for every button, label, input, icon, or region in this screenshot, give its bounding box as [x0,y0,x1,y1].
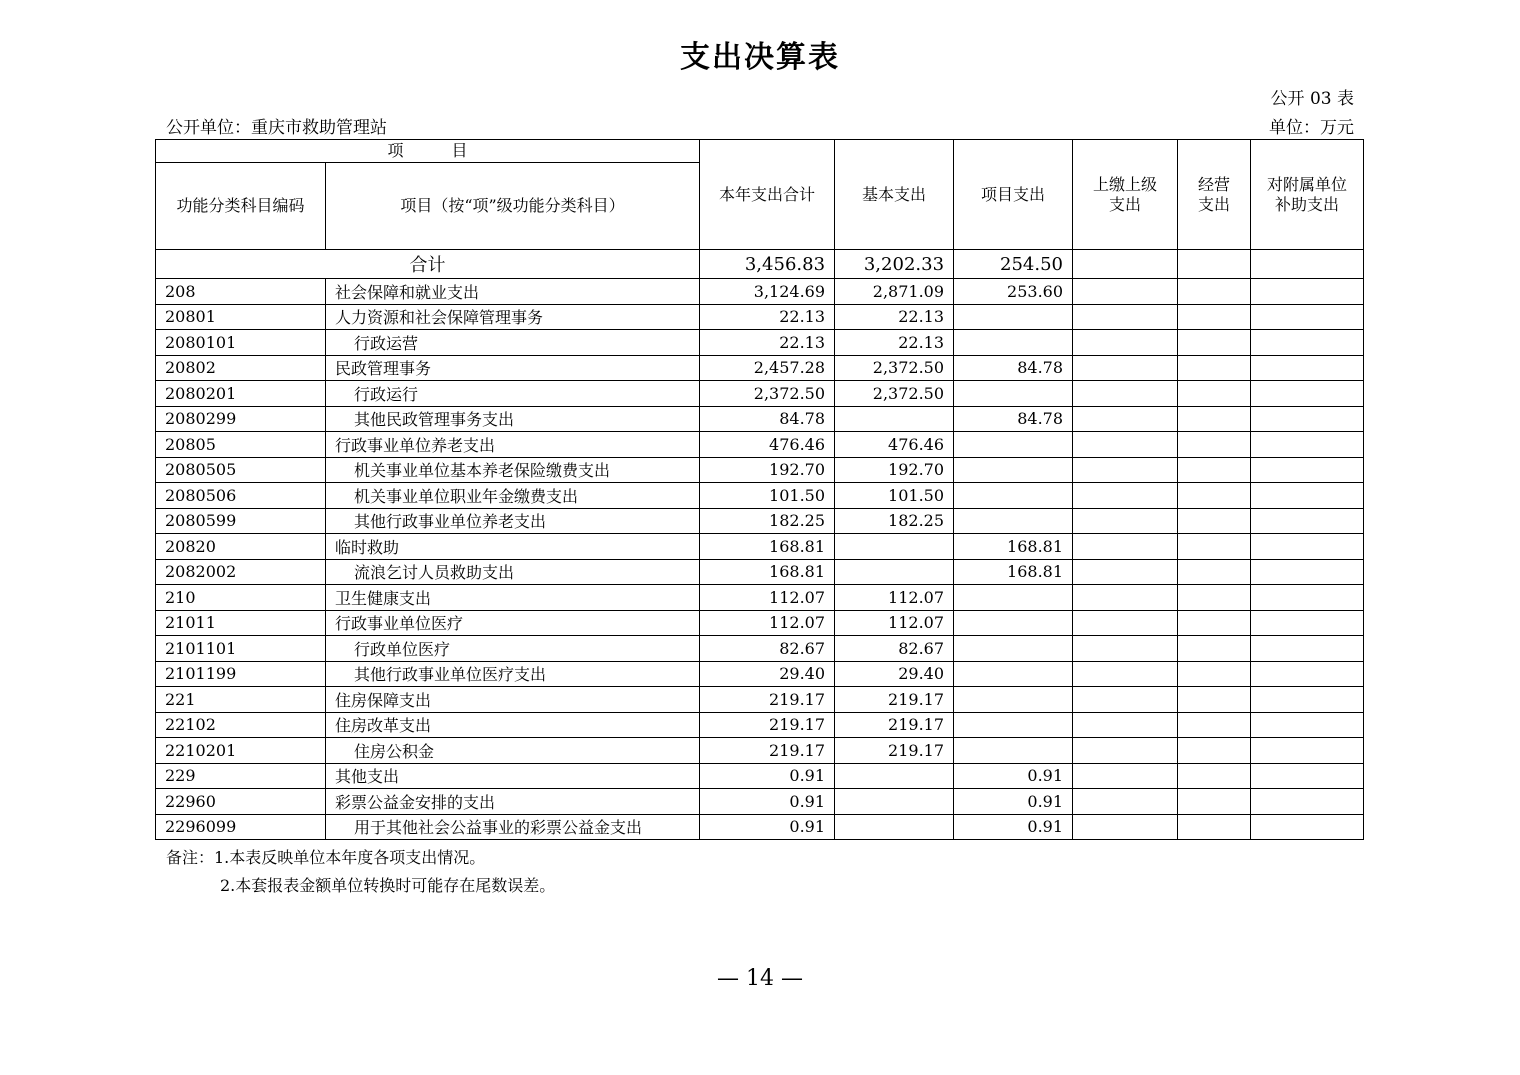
header-business-line2: 支出 [1198,194,1231,214]
cell-basic: 112.07 [835,585,954,611]
cell-code: 221 [156,687,326,713]
cell-project [954,687,1073,713]
header-project-group: 项 目 [156,140,700,163]
cell-project [954,738,1073,764]
expenditure-table [155,139,1364,840]
cell-total: 112.07 [700,585,835,611]
cell-basic: 2,871.09 [835,279,954,305]
cell-total: 84.78 [700,406,835,432]
table-row [156,636,1364,662]
cell-total: 3,124.69 [700,279,835,305]
cell-code: 2210201 [156,738,326,764]
cell-upper [1073,508,1178,534]
cell-upper [1073,636,1178,662]
cell-business [1178,457,1251,483]
table-row [156,738,1364,764]
header-business-line1: 经营 [1198,174,1231,194]
cell-upper [1073,712,1178,738]
table-row [156,763,1364,789]
cell-upper [1073,585,1178,611]
cell-total: 182.25 [700,508,835,534]
table-row [156,457,1364,483]
cell-total: 82.67 [700,636,835,662]
table-row [156,661,1364,687]
cell-total: 219.17 [700,687,835,713]
cell-basic [835,814,954,840]
cell-project: 0.91 [954,789,1073,815]
cell-basic: 2,372.50 [835,381,954,407]
cell-name: 彩票公益金安排的支出 [326,789,700,815]
total-label: 合计 [156,250,700,279]
cell-business [1178,712,1251,738]
cell-basic [835,406,954,432]
cell-name: 其他民政管理事务支出 [326,406,700,432]
cell-subsidy [1251,763,1364,789]
cell-total: 101.50 [700,483,835,509]
table-row [156,814,1364,840]
header-code: 功能分类科目编码 [156,163,326,250]
cell-subsidy [1251,330,1364,356]
cell-name: 其他行政事业单位医疗支出 [326,661,700,687]
cell-subsidy [1251,432,1364,458]
cell-project: 0.91 [954,814,1073,840]
cell-upper [1073,661,1178,687]
cell-name: 临时救助 [326,534,700,560]
header-total: 本年支出合计 [700,140,835,250]
cell-name: 机关事业单位基本养老保险缴费支出 [326,457,700,483]
cell-basic: 219.17 [835,738,954,764]
cell-basic [835,534,954,560]
cell-total: 168.81 [700,559,835,585]
header-upper-line1: 上缴上级 [1093,174,1158,194]
table-row [156,789,1364,815]
cell-project [954,610,1073,636]
cell-business [1178,508,1251,534]
table-row [156,534,1364,560]
cell-total: 2,457.28 [700,355,835,381]
total-basic: 3,202.33 [835,250,954,279]
cell-business [1178,610,1251,636]
cell-project: 84.78 [954,355,1073,381]
cell-project [954,508,1073,534]
cell-code: 20802 [156,355,326,381]
cell-total: 29.40 [700,661,835,687]
cell-subsidy [1251,636,1364,662]
cell-business [1178,789,1251,815]
header-subsidy [1251,140,1364,250]
cell-code: 20805 [156,432,326,458]
table-row [156,559,1364,585]
cell-total: 476.46 [700,432,835,458]
cell-basic: 22.13 [835,330,954,356]
cell-subsidy [1251,406,1364,432]
table-row [156,483,1364,509]
cell-basic [835,559,954,585]
cell-upper [1073,534,1178,560]
cell-basic: 192.70 [835,457,954,483]
cell-subsidy [1251,610,1364,636]
cell-code: 208 [156,279,326,305]
cell-name: 社会保障和就业支出 [326,279,700,305]
table-row [156,585,1364,611]
cell-name: 人力资源和社会保障管理事务 [326,304,700,330]
header-basic: 基本支出 [835,140,954,250]
cell-upper [1073,381,1178,407]
cell-project [954,432,1073,458]
header-subsidy-line2: 补助支出 [1275,194,1340,214]
cell-subsidy [1251,483,1364,509]
total-row [156,250,1364,279]
cell-subsidy [1251,355,1364,381]
cell-subsidy [1251,534,1364,560]
cell-business [1178,738,1251,764]
cell-subsidy [1251,687,1364,713]
cell-project [954,483,1073,509]
cell-total: 219.17 [700,738,835,764]
cell-name: 行政运行 [326,381,700,407]
cell-code: 2080505 [156,457,326,483]
cell-subsidy [1251,789,1364,815]
cell-total: 192.70 [700,457,835,483]
cell-code: 20801 [156,304,326,330]
note-1: 备注：1.本表反映单位本年度各项支出情况。 [166,848,486,867]
cell-upper [1073,789,1178,815]
cell-basic: 82.67 [835,636,954,662]
cell-name: 行政事业单位养老支出 [326,432,700,458]
cell-basic: 2,372.50 [835,355,954,381]
cell-subsidy [1251,661,1364,687]
table-row [156,330,1364,356]
cell-upper [1073,279,1178,305]
cell-total: 0.91 [700,814,835,840]
cell-upper [1073,814,1178,840]
cell-project: 0.91 [954,763,1073,789]
table-row [156,355,1364,381]
cell-project [954,712,1073,738]
cell-total: 0.91 [700,763,835,789]
table-row [156,406,1364,432]
cell-subsidy [1251,814,1364,840]
table-row [156,687,1364,713]
cell-subsidy [1251,738,1364,764]
cell-project [954,457,1073,483]
page-title: 支出决算表 [680,40,840,75]
cell-project [954,304,1073,330]
cell-basic: 476.46 [835,432,954,458]
cell-total: 2,372.50 [700,381,835,407]
cell-basic [835,763,954,789]
cell-upper [1073,330,1178,356]
cell-business [1178,559,1251,585]
cell-business [1178,661,1251,687]
header-upper-line2: 支出 [1109,194,1142,214]
cell-subsidy [1251,559,1364,585]
cell-code: 2080299 [156,406,326,432]
cell-subsidy [1251,304,1364,330]
cell-project [954,381,1073,407]
cell-business [1178,330,1251,356]
cell-upper [1073,355,1178,381]
cell-code: 2080506 [156,483,326,509]
cell-name: 其他行政事业单位养老支出 [326,508,700,534]
cell-basic: 112.07 [835,610,954,636]
header-item: 项目（按“项”级功能分类科目） [326,163,700,250]
header-upper [1073,140,1178,250]
cell-name: 行政单位医疗 [326,636,700,662]
total-project: 254.50 [954,250,1073,279]
cell-total: 219.17 [700,712,835,738]
header-project: 项目支出 [954,140,1073,250]
cell-name: 行政事业单位医疗 [326,610,700,636]
cell-code: 2080101 [156,330,326,356]
cell-name: 机关事业单位职业年金缴费支出 [326,483,700,509]
cell-subsidy [1251,585,1364,611]
cell-basic: 219.17 [835,712,954,738]
cell-upper [1073,559,1178,585]
table-row [156,381,1364,407]
cell-project: 84.78 [954,406,1073,432]
cell-basic: 29.40 [835,661,954,687]
cell-name: 其他支出 [326,763,700,789]
cell-subsidy [1251,381,1364,407]
cell-business [1178,763,1251,789]
total-subsidy [1251,250,1364,279]
cell-business [1178,279,1251,305]
cell-upper [1073,432,1178,458]
cell-project [954,330,1073,356]
cell-upper [1073,763,1178,789]
cell-name: 住房公积金 [326,738,700,764]
cell-code: 22102 [156,712,326,738]
cell-code: 2080599 [156,508,326,534]
cell-basic: 22.13 [835,304,954,330]
cell-business [1178,355,1251,381]
cell-upper [1073,406,1178,432]
cell-code: 2101101 [156,636,326,662]
cell-name: 住房保障支出 [326,687,700,713]
cell-name: 用于其他社会公益事业的彩票公益金支出 [326,814,700,840]
cell-upper [1073,483,1178,509]
cell-business [1178,406,1251,432]
note-2: 2.本套报表金额单位转换时可能存在尾数误差。 [220,876,556,895]
cell-name: 行政运营 [326,330,700,356]
cell-subsidy [1251,712,1364,738]
header-business [1178,140,1251,250]
total-amount: 3,456.83 [700,250,835,279]
cell-code: 210 [156,585,326,611]
reporting-unit: 公开单位：重庆市救助管理站 [166,118,387,138]
header-subsidy-line1: 对附属单位 [1267,174,1348,194]
cell-total: 112.07 [700,610,835,636]
cell-basic: 101.50 [835,483,954,509]
cell-subsidy [1251,457,1364,483]
cell-upper [1073,304,1178,330]
form-number: 公开 03 表 [1270,89,1354,109]
cell-project [954,636,1073,662]
cell-code: 2101199 [156,661,326,687]
cell-name: 流浪乞讨人员救助支出 [326,559,700,585]
table-row [156,432,1364,458]
cell-business [1178,814,1251,840]
cell-business [1178,534,1251,560]
cell-code: 21011 [156,610,326,636]
cell-project: 168.81 [954,559,1073,585]
table-row [156,712,1364,738]
cell-project [954,585,1073,611]
cell-business [1178,636,1251,662]
cell-code: 20820 [156,534,326,560]
page-number: — 14 — [717,966,803,991]
currency-unit: 单位：万元 [1269,118,1354,138]
cell-business [1178,381,1251,407]
cell-upper [1073,687,1178,713]
cell-upper [1073,738,1178,764]
cell-basic [835,789,954,815]
cell-name: 民政管理事务 [326,355,700,381]
total-upper [1073,250,1178,279]
cell-business [1178,304,1251,330]
cell-basic: 219.17 [835,687,954,713]
cell-total: 168.81 [700,534,835,560]
cell-project: 168.81 [954,534,1073,560]
cell-subsidy [1251,508,1364,534]
cell-subsidy [1251,279,1364,305]
cell-name: 住房改革支出 [326,712,700,738]
cell-code: 2296099 [156,814,326,840]
cell-code: 229 [156,763,326,789]
cell-name: 卫生健康支出 [326,585,700,611]
cell-total: 0.91 [700,789,835,815]
cell-business [1178,432,1251,458]
cell-total: 22.13 [700,304,835,330]
table-row [156,279,1364,305]
cell-upper [1073,457,1178,483]
cell-code: 2080201 [156,381,326,407]
cell-project [954,661,1073,687]
cell-business [1178,585,1251,611]
cell-code: 2082002 [156,559,326,585]
cell-code: 22960 [156,789,326,815]
table-row [156,508,1364,534]
cell-business [1178,687,1251,713]
total-business [1178,250,1251,279]
cell-basic: 182.25 [835,508,954,534]
cell-upper [1073,610,1178,636]
cell-project: 253.60 [954,279,1073,305]
table-row [156,610,1364,636]
cell-total: 22.13 [700,330,835,356]
cell-business [1178,483,1251,509]
table-row [156,304,1364,330]
